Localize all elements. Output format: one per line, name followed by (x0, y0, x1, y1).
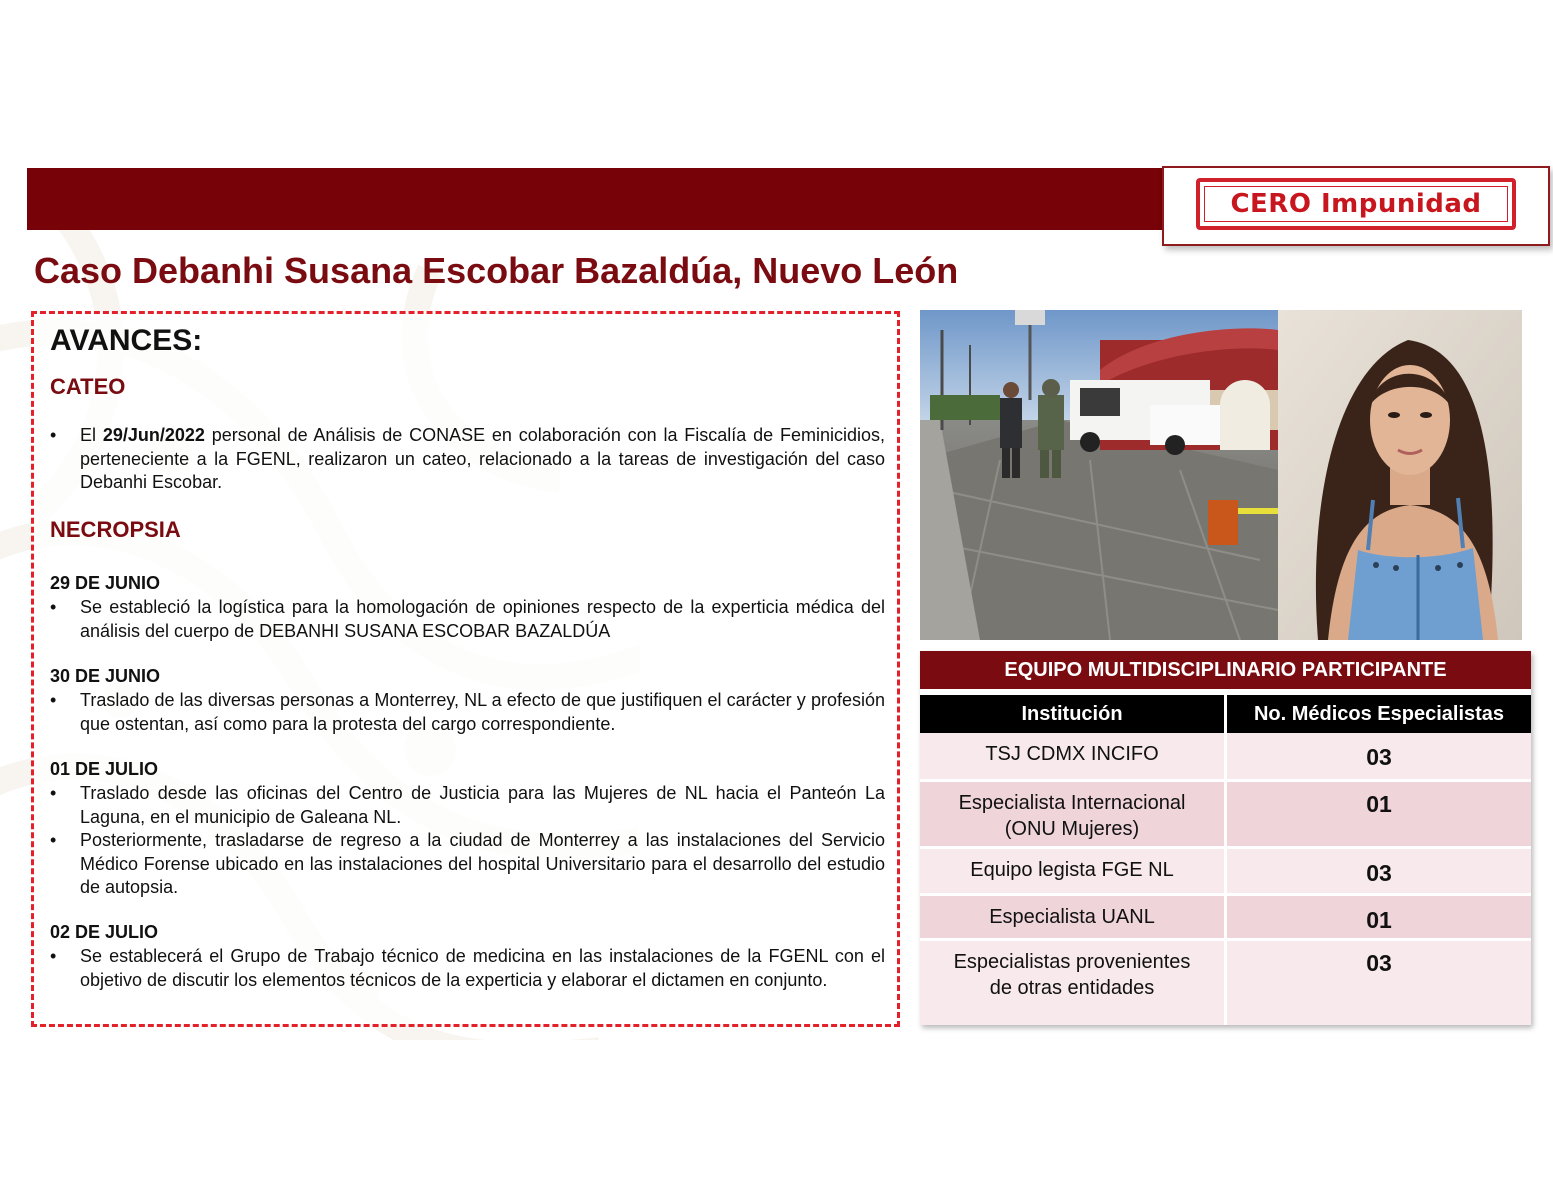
list-item: • Posteriormente, trasladarse de regreso a la ciudad de Monterrey a las instalaciones del Servicio Médico Forense ubicado en las instalaciones del hospital Universitario para el desarrollo del estudio de autopsia. (50, 830, 885, 897)
scene-photo (920, 310, 1278, 640)
count-cell: 01 (1366, 907, 1392, 933)
date-02-julio: 02 DE JULIO (50, 922, 159, 942)
table-row (920, 782, 1531, 846)
date-01-julio: 01 DE JULIO (50, 759, 159, 779)
header-no-medicos: No. Médicos Especialistas (1253, 702, 1505, 725)
count-cell: 03 (1366, 860, 1392, 886)
header-institucion: Institución (1021, 702, 1123, 725)
page-title: Caso Debanhi Susana Escobar Bazaldúa, Nuevo León (34, 250, 959, 291)
table-row (920, 849, 1531, 893)
cero-impunidad-stamp (1196, 178, 1516, 230)
list-item: • Se estableció la logística para la homologación de opiniones respecto de la experticia médica del análisis del cuerpo de DEBANHI SUSANA ESCOBAR BAZALDÚA (50, 597, 885, 641)
list-item: • Traslado de las diversas personas a Monterrey, NL a efecto de que justifiquen el carácter y profesión que ostentan, así como para la protesta del cargo correspondiente. (50, 690, 885, 734)
table-row (920, 733, 1531, 779)
avances-heading: AVANCES: (50, 324, 203, 357)
list-item: • Traslado desde las oficinas del Centro de Justicia para las Mujeres de NL hacia el Panteón La Laguna, en el municipio de Galeana NL. (50, 783, 885, 827)
team-title: EQUIPO MULTIDISCIPLINARIO PARTICIPANTE (920, 651, 1531, 689)
date-29-junio: 29 DE JUNIO (50, 573, 161, 593)
cateo-bullet: • El 29/Jun/2022 personal de Análisis de CONASE en colaboración con la Fiscalía de Feminicidios, perteneciente a la FGENL, realizaron un cateo, relacionado a la tareas de investigación del caso Debanhi Escobar. (50, 425, 885, 492)
date-30-junio: 30 DE JUNIO (50, 666, 161, 686)
header-bar (27, 168, 1165, 230)
count-cell: 03 (1366, 744, 1392, 770)
bullet-dot: • (50, 425, 57, 445)
institution-cell: Especialista UANL (989, 906, 1155, 928)
stamp-panel (1162, 166, 1550, 246)
institution-cell: TSJ CDMX INCIFO (985, 743, 1159, 765)
list-item: • Se establecerá el Grupo de Trabajo técnico de medicina en las instalaciones de la FGENL con el objetivo de discutir los elementos técnicos de la experticia y elaborar el dictamen en conjunto. (50, 946, 885, 990)
stamp-text: CERO Impunidad (1230, 189, 1482, 219)
institution-cell: Especialistas provenientes de otras entidades (953, 951, 1191, 999)
count-cell: 01 (1366, 791, 1392, 817)
table-row (920, 941, 1531, 1025)
avances-box (31, 311, 900, 1027)
institution-cell: Equipo legista FGE NL (970, 859, 1174, 881)
necropsia-heading: NECROPSIA (50, 517, 181, 542)
table-header (920, 695, 1531, 733)
institution-cell: Especialista Internacional (ONU Mujeres) (958, 792, 1186, 840)
cateo-date: 29/Jun/2022 (102, 425, 205, 445)
cateo-heading: CATEO (50, 374, 126, 399)
count-cell: 03 (1366, 950, 1392, 976)
portrait-photo (1278, 310, 1522, 640)
table-row (920, 896, 1531, 938)
team-table (920, 651, 1531, 1025)
